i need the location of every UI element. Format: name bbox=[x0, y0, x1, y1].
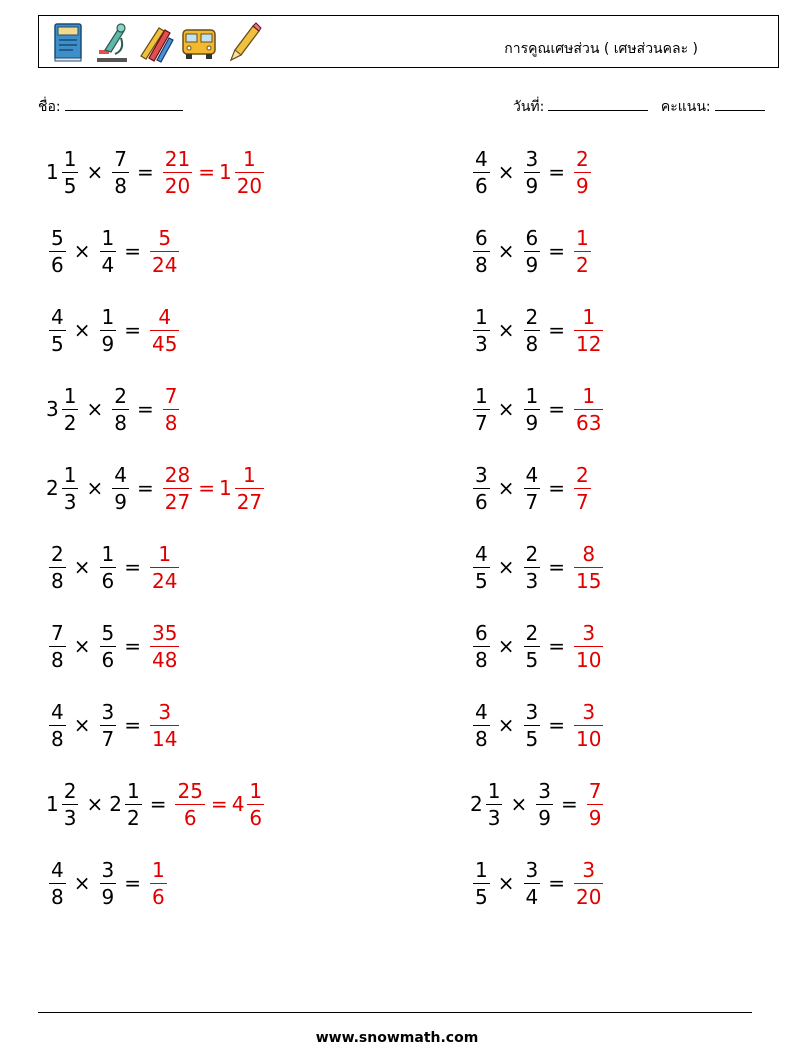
fraction bbox=[524, 225, 541, 278]
fraction bbox=[473, 541, 490, 594]
numerator: 3 bbox=[101, 857, 115, 882]
denominator: 2 bbox=[63, 410, 77, 435]
denominator: 10 bbox=[576, 647, 602, 672]
denominator: 6 bbox=[101, 647, 115, 672]
answer bbox=[571, 620, 605, 673]
book-icon bbox=[47, 20, 87, 64]
fraction bbox=[524, 304, 541, 357]
numerator: 1 bbox=[475, 857, 488, 882]
denominator: 20 bbox=[576, 884, 602, 909]
whole-number: 1 bbox=[46, 160, 59, 184]
denominator: 4 bbox=[525, 884, 539, 909]
denominator: 9 bbox=[525, 173, 539, 198]
footer-divider bbox=[38, 1012, 752, 1013]
fraction bbox=[163, 383, 180, 436]
denominator: 9 bbox=[525, 410, 539, 435]
fraction bbox=[100, 620, 117, 673]
fraction bbox=[574, 462, 591, 515]
denominator: 3 bbox=[63, 489, 77, 514]
numerator: 21 bbox=[164, 146, 191, 171]
denominator: 9 bbox=[101, 331, 115, 356]
numerator: 1 bbox=[101, 541, 115, 566]
equals-sign: = bbox=[548, 476, 565, 500]
denominator: 12 bbox=[576, 331, 602, 356]
answer bbox=[147, 225, 181, 278]
fraction bbox=[587, 778, 604, 831]
numerator: 35 bbox=[152, 620, 178, 645]
fraction bbox=[536, 778, 553, 831]
numerator: 1 bbox=[487, 778, 501, 803]
denominator: 2 bbox=[126, 805, 140, 830]
numerator: 4 bbox=[475, 146, 488, 171]
problem-item bbox=[46, 458, 266, 518]
numerator: 1 bbox=[475, 304, 488, 329]
name-field bbox=[38, 96, 183, 118]
fraction bbox=[574, 541, 603, 594]
denominator: 15 bbox=[576, 568, 602, 593]
numerator: 4 bbox=[51, 699, 64, 724]
answer bbox=[571, 857, 605, 910]
numerator: 6 bbox=[475, 225, 488, 250]
numerator: 6 bbox=[525, 225, 539, 250]
numerator: 2 bbox=[576, 462, 589, 487]
denominator: 3 bbox=[525, 568, 539, 593]
denominator: 6 bbox=[51, 252, 64, 277]
numerator: 1 bbox=[101, 304, 115, 329]
times-sign: × bbox=[497, 239, 515, 263]
numerator: 3 bbox=[525, 857, 539, 882]
numerator: 5 bbox=[158, 225, 172, 250]
equals-sign: = bbox=[548, 634, 565, 658]
answer bbox=[147, 699, 181, 752]
fraction bbox=[49, 857, 66, 910]
numerator: 5 bbox=[101, 620, 115, 645]
whole-number: 1 bbox=[218, 160, 232, 184]
numerator: 4 bbox=[51, 857, 64, 882]
problem-item bbox=[470, 695, 605, 755]
problem-item bbox=[470, 300, 605, 360]
numerator: 4 bbox=[51, 304, 64, 329]
equals-sign: = bbox=[548, 318, 565, 342]
equals-sign: = bbox=[124, 713, 141, 737]
numerator: 1 bbox=[576, 225, 589, 250]
fraction bbox=[62, 146, 79, 199]
denominator: 9 bbox=[114, 489, 127, 514]
times-sign: × bbox=[497, 871, 515, 895]
times-sign: × bbox=[497, 160, 515, 184]
times-sign: × bbox=[86, 397, 104, 421]
times-sign: × bbox=[497, 397, 515, 421]
fraction bbox=[574, 620, 603, 673]
fraction bbox=[574, 699, 603, 752]
answer bbox=[147, 304, 181, 357]
numerator: 1 bbox=[101, 225, 115, 250]
denominator: 9 bbox=[101, 884, 115, 909]
denominator: 7 bbox=[525, 489, 539, 514]
fraction bbox=[112, 462, 129, 515]
times-sign: × bbox=[497, 318, 515, 342]
denominator: 6 bbox=[475, 173, 488, 198]
denominator: 27 bbox=[164, 489, 191, 514]
numerator: 3 bbox=[538, 778, 551, 803]
fraction bbox=[473, 699, 490, 752]
numerator: 1 bbox=[582, 383, 596, 408]
answer bbox=[147, 620, 181, 673]
answer bbox=[571, 462, 593, 515]
fraction bbox=[100, 857, 117, 910]
equals-sign: = bbox=[136, 160, 154, 184]
answer bbox=[571, 383, 605, 436]
problem-item bbox=[46, 616, 181, 676]
equals-sign: = bbox=[548, 871, 565, 895]
denominator: 8 bbox=[475, 647, 488, 672]
denominator: 5 bbox=[51, 331, 64, 356]
problem-item bbox=[470, 774, 605, 834]
fraction bbox=[150, 541, 179, 594]
problem-item bbox=[470, 616, 605, 676]
fraction bbox=[62, 383, 79, 436]
denominator: 7 bbox=[101, 726, 115, 751]
answer bbox=[160, 462, 266, 515]
equals-sign: = bbox=[548, 160, 565, 184]
numerator: 1 bbox=[63, 462, 77, 487]
denominator: 27 bbox=[236, 489, 263, 514]
score-blank[interactable] bbox=[715, 97, 765, 111]
times-sign: × bbox=[497, 555, 515, 579]
fraction bbox=[235, 462, 264, 515]
numerator: 3 bbox=[101, 699, 115, 724]
fraction bbox=[473, 462, 490, 515]
denominator: 8 bbox=[51, 647, 64, 672]
problem-item bbox=[46, 853, 169, 913]
fraction bbox=[574, 225, 591, 278]
whole-number: 2 bbox=[46, 476, 59, 500]
header-box bbox=[38, 15, 779, 68]
denominator: 9 bbox=[576, 173, 589, 198]
denominator: 24 bbox=[152, 568, 178, 593]
numerator: 7 bbox=[114, 146, 127, 171]
equals-sign: = bbox=[198, 476, 215, 500]
numerator: 3 bbox=[158, 699, 172, 724]
fraction bbox=[100, 541, 117, 594]
equals-sign: = bbox=[548, 713, 565, 737]
page-title: การคูณเศษส่วน ( เศษส่วนคละ ) bbox=[504, 41, 698, 57]
denominator: 2 bbox=[576, 252, 589, 277]
denominator: 3 bbox=[487, 805, 501, 830]
numerator: 3 bbox=[475, 462, 488, 487]
denominator: 8 bbox=[114, 410, 127, 435]
times-sign: × bbox=[497, 634, 515, 658]
equals-sign: = bbox=[548, 397, 565, 421]
denominator: 3 bbox=[475, 331, 488, 356]
numerator: 8 bbox=[582, 541, 596, 566]
numerator: 3 bbox=[582, 857, 596, 882]
denominator: 8 bbox=[164, 410, 178, 435]
numerator: 4 bbox=[475, 541, 488, 566]
numerator: 4 bbox=[525, 462, 539, 487]
whole-number: 2 bbox=[470, 792, 483, 816]
equals-sign: = bbox=[124, 555, 141, 579]
equals-sign: = bbox=[198, 160, 215, 184]
denominator: 5 bbox=[475, 568, 488, 593]
problem-item bbox=[46, 379, 181, 439]
denominator: 6 bbox=[475, 489, 488, 514]
numerator: 25 bbox=[177, 778, 203, 803]
problem-item bbox=[470, 221, 593, 281]
equals-sign: = bbox=[548, 239, 565, 263]
denominator: 8 bbox=[51, 884, 64, 909]
fraction bbox=[473, 304, 490, 357]
problem-item bbox=[46, 774, 266, 834]
fraction bbox=[473, 857, 490, 910]
fraction bbox=[524, 462, 541, 515]
pencil-icon bbox=[223, 20, 263, 64]
problem-item bbox=[470, 458, 593, 518]
denominator: 8 bbox=[525, 331, 539, 356]
numerator: 1 bbox=[63, 383, 77, 408]
answer bbox=[571, 146, 593, 199]
numerator: 2 bbox=[525, 620, 539, 645]
fraction bbox=[163, 146, 192, 199]
denominator: 10 bbox=[576, 726, 602, 751]
denominator: 6 bbox=[152, 884, 165, 909]
denominator: 8 bbox=[475, 726, 488, 751]
denominator: 7 bbox=[576, 489, 589, 514]
fraction bbox=[150, 699, 179, 752]
numerator: 4 bbox=[158, 304, 172, 329]
denominator: 5 bbox=[525, 726, 539, 751]
equals-sign: = bbox=[210, 792, 228, 816]
header-icons bbox=[47, 20, 263, 64]
numerator: 2 bbox=[576, 146, 589, 171]
fraction bbox=[112, 146, 129, 199]
denominator: 9 bbox=[525, 252, 539, 277]
denominator: 3 bbox=[63, 805, 77, 830]
numerator: 4 bbox=[114, 462, 127, 487]
problem-item bbox=[46, 221, 181, 281]
equals-sign: = bbox=[124, 871, 141, 895]
denominator: 14 bbox=[152, 726, 178, 751]
equals-sign: = bbox=[124, 318, 141, 342]
problem-item bbox=[470, 142, 593, 202]
fraction bbox=[574, 304, 603, 357]
fraction bbox=[100, 304, 117, 357]
denominator: 8 bbox=[475, 252, 488, 277]
numerator: 1 bbox=[249, 778, 263, 803]
name-blank[interactable] bbox=[65, 97, 183, 111]
times-sign: × bbox=[73, 871, 91, 895]
equals-sign: = bbox=[124, 634, 141, 658]
answer bbox=[571, 304, 605, 357]
fraction bbox=[473, 225, 490, 278]
numerator: 7 bbox=[588, 778, 602, 803]
answer bbox=[584, 778, 606, 831]
numerator: 1 bbox=[475, 383, 488, 408]
numerator: 28 bbox=[164, 462, 191, 487]
fraction bbox=[235, 146, 264, 199]
whole-number: 2 bbox=[109, 792, 122, 816]
numerator: 1 bbox=[126, 778, 140, 803]
problem-item bbox=[470, 379, 605, 439]
whole-number: 1 bbox=[218, 476, 232, 500]
fraction bbox=[49, 304, 66, 357]
numerator: 2 bbox=[51, 541, 64, 566]
numerator: 3 bbox=[525, 699, 539, 724]
score-label: คะแนน: bbox=[660, 99, 711, 115]
equals-sign: = bbox=[149, 792, 167, 816]
equals-sign: = bbox=[136, 476, 154, 500]
numerator: 2 bbox=[525, 304, 539, 329]
fraction bbox=[125, 778, 142, 831]
problem-item bbox=[46, 300, 181, 360]
fraction bbox=[473, 146, 490, 199]
times-sign: × bbox=[86, 476, 104, 500]
numerator: 2 bbox=[63, 778, 77, 803]
fraction bbox=[49, 225, 66, 278]
numerator: 5 bbox=[51, 225, 64, 250]
fraction bbox=[524, 857, 541, 910]
problem-item bbox=[470, 537, 605, 597]
pencils-icon bbox=[135, 20, 175, 64]
fraction bbox=[62, 778, 79, 831]
answer bbox=[571, 541, 605, 594]
answer bbox=[147, 857, 169, 910]
denominator: 20 bbox=[236, 173, 263, 198]
times-sign: × bbox=[73, 713, 91, 737]
fraction bbox=[112, 383, 129, 436]
answer bbox=[172, 778, 266, 831]
numerator: 7 bbox=[51, 620, 64, 645]
problem-item bbox=[470, 853, 605, 913]
fraction bbox=[524, 383, 541, 436]
times-sign: × bbox=[86, 160, 104, 184]
equals-sign: = bbox=[548, 555, 565, 579]
footer-url: www.snowmath.com bbox=[315, 1030, 479, 1046]
denominator: 5 bbox=[63, 173, 77, 198]
denominator: 8 bbox=[51, 568, 64, 593]
times-sign: × bbox=[510, 792, 528, 816]
fraction bbox=[175, 778, 204, 831]
numerator: 1 bbox=[525, 383, 539, 408]
problem-item bbox=[46, 142, 266, 202]
fraction bbox=[150, 620, 179, 673]
equals-sign: = bbox=[560, 792, 578, 816]
denominator: 7 bbox=[475, 410, 488, 435]
times-sign: × bbox=[73, 634, 91, 658]
numerator: 3 bbox=[525, 146, 539, 171]
numerator: 1 bbox=[582, 304, 596, 329]
numerator: 7 bbox=[164, 383, 178, 408]
denominator: 20 bbox=[164, 173, 191, 198]
problem-item bbox=[46, 695, 181, 755]
denominator: 9 bbox=[588, 805, 602, 830]
numerator: 1 bbox=[158, 541, 172, 566]
fraction bbox=[574, 857, 603, 910]
numerator: 6 bbox=[475, 620, 488, 645]
denominator: 63 bbox=[576, 410, 602, 435]
fraction bbox=[150, 225, 179, 278]
answer bbox=[571, 699, 605, 752]
denominator: 6 bbox=[249, 805, 263, 830]
fraction bbox=[524, 541, 541, 594]
answer bbox=[147, 541, 181, 594]
microscope-icon bbox=[91, 20, 131, 64]
denominator: 9 bbox=[538, 805, 551, 830]
answer bbox=[160, 146, 266, 199]
denominator: 8 bbox=[114, 173, 127, 198]
fraction bbox=[163, 462, 192, 515]
name-label: ชื่อ: bbox=[38, 99, 61, 115]
numerator: 3 bbox=[582, 699, 596, 724]
times-sign: × bbox=[73, 239, 91, 263]
denominator: 24 bbox=[152, 252, 178, 277]
date-score-field bbox=[513, 96, 765, 118]
fraction bbox=[100, 699, 117, 752]
fraction bbox=[150, 857, 167, 910]
numerator: 1 bbox=[243, 146, 256, 171]
numerator: 1 bbox=[152, 857, 165, 882]
whole-number: 4 bbox=[231, 792, 245, 816]
date-label: วันที่: bbox=[513, 99, 545, 115]
fraction bbox=[524, 146, 541, 199]
times-sign: × bbox=[73, 555, 91, 579]
numerator: 1 bbox=[243, 462, 256, 487]
fraction bbox=[150, 304, 179, 357]
numerator: 2 bbox=[114, 383, 127, 408]
denominator: 6 bbox=[183, 805, 197, 830]
fraction bbox=[49, 620, 66, 673]
fraction bbox=[247, 778, 264, 831]
fraction bbox=[473, 620, 490, 673]
fraction bbox=[473, 383, 490, 436]
denominator: 48 bbox=[152, 647, 178, 672]
problem-item bbox=[46, 537, 181, 597]
denominator: 8 bbox=[51, 726, 64, 751]
denominator: 5 bbox=[525, 647, 539, 672]
denominator: 5 bbox=[475, 884, 488, 909]
answer bbox=[571, 225, 593, 278]
fraction bbox=[62, 462, 79, 515]
denominator: 45 bbox=[152, 331, 178, 356]
fraction bbox=[574, 383, 603, 436]
numerator: 1 bbox=[63, 146, 77, 171]
fraction bbox=[524, 699, 541, 752]
equals-sign: = bbox=[124, 239, 141, 263]
fraction bbox=[49, 699, 66, 752]
numerator: 2 bbox=[525, 541, 539, 566]
equals-sign: = bbox=[136, 397, 154, 421]
whole-number: 3 bbox=[46, 397, 59, 421]
times-sign: × bbox=[86, 792, 104, 816]
school-bus-icon bbox=[179, 20, 219, 64]
denominator: 4 bbox=[101, 252, 115, 277]
date-blank[interactable] bbox=[548, 97, 648, 111]
numerator: 4 bbox=[475, 699, 488, 724]
fraction bbox=[100, 225, 117, 278]
whole-number: 1 bbox=[46, 792, 59, 816]
times-sign: × bbox=[497, 476, 515, 500]
fraction bbox=[49, 541, 66, 594]
times-sign: × bbox=[497, 713, 515, 737]
answer bbox=[160, 383, 182, 436]
denominator: 6 bbox=[101, 568, 115, 593]
fraction bbox=[574, 146, 591, 199]
fraction bbox=[486, 778, 503, 831]
fraction bbox=[524, 620, 541, 673]
times-sign: × bbox=[73, 318, 91, 342]
numerator: 3 bbox=[582, 620, 596, 645]
